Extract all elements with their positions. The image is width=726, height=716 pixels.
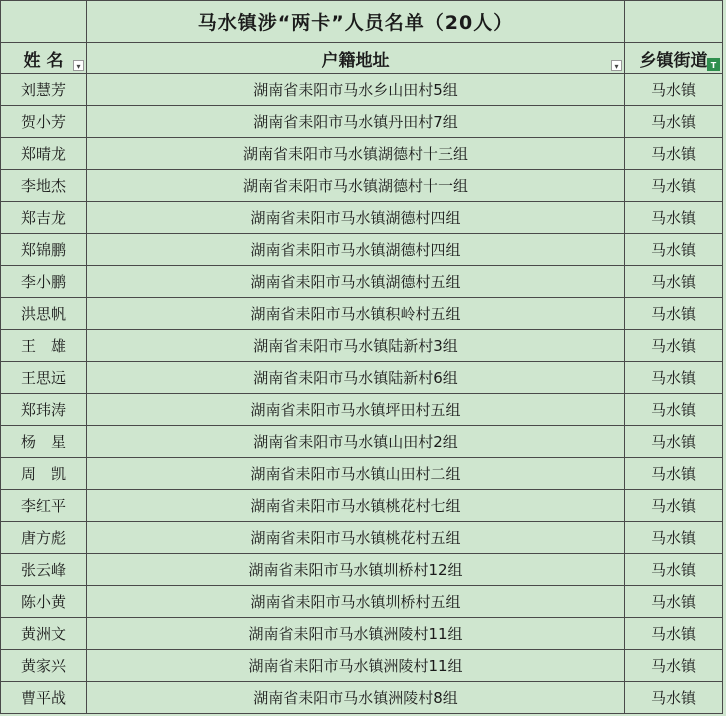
- table-row: [1, 362, 723, 394]
- table-row: [1, 202, 723, 234]
- address-cell[interactable]: 湖南省耒阳市马水镇洲陵村11组: [87, 650, 625, 682]
- town-cell[interactable]: 马水镇: [625, 618, 723, 650]
- name-cell[interactable]: 郑晴龙: [1, 138, 87, 170]
- table-row: [1, 266, 723, 298]
- town-cell[interactable]: 马水镇: [625, 554, 723, 586]
- address-cell[interactable]: 湖南省耒阳市马水镇丹田村7组: [87, 106, 625, 138]
- name-cell[interactable]: 黄家兴: [1, 650, 87, 682]
- address-cell[interactable]: 湖南省耒阳市马水镇圳桥村12组: [87, 554, 625, 586]
- header-name-label: 姓 名: [23, 50, 64, 71]
- town-cell[interactable]: 马水镇: [625, 394, 723, 426]
- address-cell[interactable]: 湖南省耒阳市马水镇山田村2组: [87, 426, 625, 458]
- title-row: [1, 1, 723, 43]
- address-cell[interactable]: 湖南省耒阳市马水镇湖德村十三组: [87, 138, 625, 170]
- table-row: [1, 426, 723, 458]
- name-cell[interactable]: 刘慧芳: [1, 74, 87, 106]
- town-cell[interactable]: 马水镇: [625, 202, 723, 234]
- town-cell[interactable]: 马水镇: [625, 298, 723, 330]
- name-cell[interactable]: 洪思帆: [1, 298, 87, 330]
- address-cell[interactable]: 湖南省耒阳市马水镇坪田村五组: [87, 394, 625, 426]
- town-cell[interactable]: 马水镇: [625, 458, 723, 490]
- address-cell[interactable]: 湖南省耒阳市马水镇湖德村四组: [87, 202, 625, 234]
- filter-active-icon[interactable]: T: [707, 58, 720, 71]
- address-cell[interactable]: 湖南省耒阳市马水镇洲陵村8组: [87, 682, 625, 714]
- town-cell[interactable]: 马水镇: [625, 138, 723, 170]
- name-cell[interactable]: 贺小芳: [1, 106, 87, 138]
- table-row: [1, 522, 723, 554]
- header-town-label: 乡镇街道: [639, 50, 708, 71]
- address-cell[interactable]: 湖南省耒阳市马水镇陆新村6组: [87, 362, 625, 394]
- name-cell[interactable]: 唐方彪: [1, 522, 87, 554]
- name-cell[interactable]: 李小鹏: [1, 266, 87, 298]
- sheet-title[interactable]: 马水镇涉“两卡”人员名单（20人）: [87, 1, 625, 43]
- address-cell[interactable]: 湖南省耒阳市马水镇桃花村七组: [87, 490, 625, 522]
- table-row: [1, 298, 723, 330]
- town-cell[interactable]: 马水镇: [625, 362, 723, 394]
- header-town[interactable]: [625, 43, 723, 74]
- table-row: [1, 586, 723, 618]
- table-row: [1, 170, 723, 202]
- town-cell[interactable]: 马水镇: [625, 522, 723, 554]
- table-row: [1, 138, 723, 170]
- name-cell[interactable]: 曹平战: [1, 682, 87, 714]
- name-cell[interactable]: 李红平: [1, 490, 87, 522]
- town-cell[interactable]: 马水镇: [625, 266, 723, 298]
- town-cell[interactable]: 马水镇: [625, 490, 723, 522]
- address-cell[interactable]: 湖南省耒阳市马水镇山田村二组: [87, 458, 625, 490]
- table-row: [1, 458, 723, 490]
- header-address-label: 户籍地址: [321, 50, 390, 71]
- table-row: [1, 554, 723, 586]
- town-cell[interactable]: 马水镇: [625, 330, 723, 362]
- address-cell[interactable]: 湖南省耒阳市马水镇积岭村五组: [87, 298, 625, 330]
- address-cell[interactable]: 湖南省耒阳市马水镇洲陵村11组: [87, 618, 625, 650]
- address-cell[interactable]: 湖南省耒阳市马水镇陆新村3组: [87, 330, 625, 362]
- name-cell[interactable]: 杨 星: [1, 426, 87, 458]
- town-cell[interactable]: 马水镇: [625, 682, 723, 714]
- town-cell[interactable]: 马水镇: [625, 426, 723, 458]
- address-cell[interactable]: 湖南省耒阳市马水镇湖德村五组: [87, 266, 625, 298]
- table-row: [1, 618, 723, 650]
- address-cell[interactable]: 湖南省耒阳市马水镇湖德村四组: [87, 234, 625, 266]
- header-address[interactable]: [87, 43, 625, 74]
- name-cell[interactable]: 王思远: [1, 362, 87, 394]
- table-row: [1, 330, 723, 362]
- town-cell[interactable]: 马水镇: [625, 650, 723, 682]
- name-cell[interactable]: 陈小黄: [1, 586, 87, 618]
- title-right-cell[interactable]: [625, 1, 723, 43]
- address-cell[interactable]: 湖南省耒阳市马水镇桃花村五组: [87, 522, 625, 554]
- table-row: [1, 394, 723, 426]
- town-cell[interactable]: 马水镇: [625, 106, 723, 138]
- town-cell[interactable]: 马水镇: [625, 234, 723, 266]
- name-cell[interactable]: 周 凯: [1, 458, 87, 490]
- table-row: [1, 650, 723, 682]
- table-row: [1, 74, 723, 106]
- header-row: [1, 43, 723, 74]
- name-cell[interactable]: 王 雄: [1, 330, 87, 362]
- address-cell[interactable]: 湖南省耒阳市马水镇湖德村十一组: [87, 170, 625, 202]
- name-cell[interactable]: 郑锦鹏: [1, 234, 87, 266]
- address-cell[interactable]: 湖南省耒阳市马水乡山田村5组: [87, 74, 625, 106]
- name-cell[interactable]: 郑玮涛: [1, 394, 87, 426]
- filter-dropdown-icon[interactable]: ▾: [611, 60, 622, 71]
- header-name[interactable]: [1, 43, 87, 74]
- address-cell[interactable]: 湖南省耒阳市马水镇圳桥村五组: [87, 586, 625, 618]
- table-row: [1, 490, 723, 522]
- town-cell[interactable]: 马水镇: [625, 74, 723, 106]
- name-cell[interactable]: 李地杰: [1, 170, 87, 202]
- table-row: [1, 234, 723, 266]
- name-cell[interactable]: 黄洲文: [1, 618, 87, 650]
- name-cell[interactable]: 郑吉龙: [1, 202, 87, 234]
- town-cell[interactable]: 马水镇: [625, 170, 723, 202]
- title-left-cell[interactable]: [1, 1, 87, 43]
- name-cell[interactable]: 张云峰: [1, 554, 87, 586]
- table-row: [1, 106, 723, 138]
- town-cell[interactable]: 马水镇: [625, 586, 723, 618]
- table-row: [1, 682, 723, 714]
- filter-dropdown-icon[interactable]: ▾: [73, 60, 84, 71]
